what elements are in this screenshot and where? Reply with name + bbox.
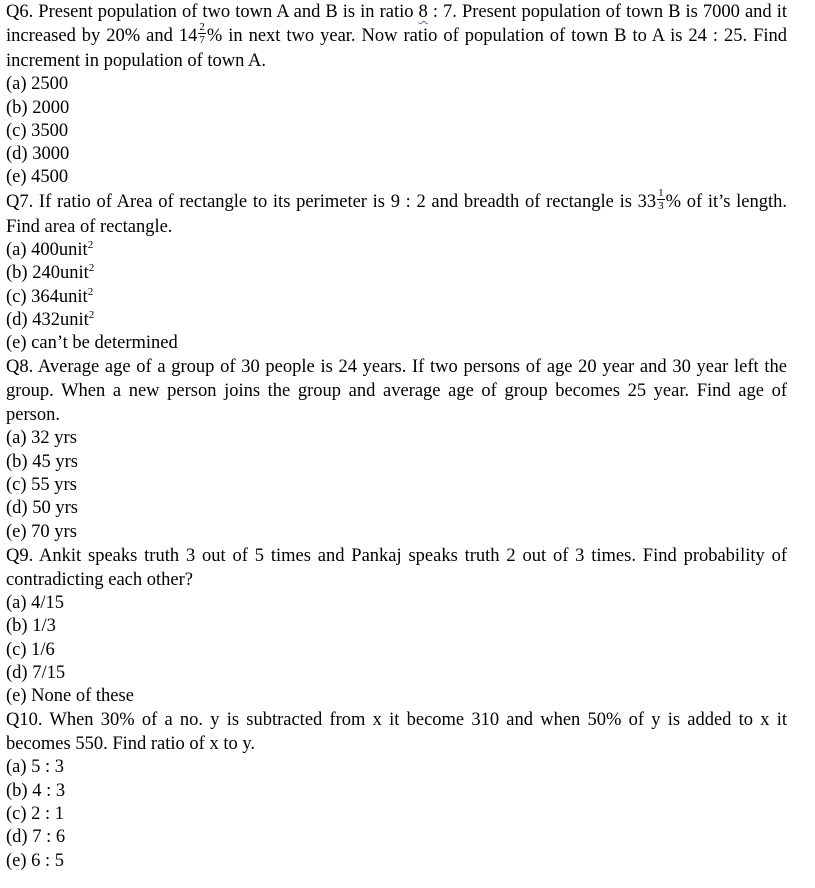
option-q8-b: (b) 45 yrs (6, 451, 78, 472)
option-q6-a: (a) 2500 (6, 74, 69, 95)
option-q7-a (6, 239, 787, 262)
option-q6-b: (b) 2000 (6, 97, 70, 118)
stem-text: % of it’s length. Find area of rectangle. (6, 191, 787, 237)
option-q7-b (6, 262, 787, 285)
question-stem-q7 (6, 186, 787, 239)
question-block-q9 (6, 544, 787, 708)
option-text: (e) can’t be determined (6, 333, 178, 354)
option-q6-d: (d) 3000 (6, 144, 70, 165)
option-q7-c (6, 286, 787, 309)
fraction-denominator: 3 (658, 199, 664, 212)
question-stem-q8: Q8. Average age of a group of 30 people is 24 years. If two persons of age 20 year and 30 year left the group. When a new person joins the group and average age of group becomes 25 year. Find age of person. (6, 357, 787, 426)
option-text: (c) 364unit (6, 286, 88, 307)
option-q10-b: (b) 4 : 3 (6, 780, 66, 801)
fraction-numerator: 2 (199, 21, 205, 34)
option-q8-c: (c) 55 yrs (6, 475, 77, 496)
superscript: 2 (87, 285, 94, 298)
question-stem-q10: Q10. When 30% of a no. y is subtracted from x it become 310 and when 50% of y is added to x it becomes 550. Find ratio of x to y. (6, 710, 787, 755)
option-text: (d) 432unit (6, 309, 89, 330)
option-q9-b: (b) 1/3 (6, 616, 56, 637)
stem-text: % in next two year. Now ratio of population of town B to A is 24 : 25. Find increment in population of town A. (6, 26, 787, 72)
stem-text: Q6. Present population of two town A and B is in ratio (6, 2, 419, 22)
question-stem-q6 (6, 0, 787, 73)
ratio-first-term: 8 (418, 2, 428, 22)
superscript: 2 (88, 262, 95, 275)
option-q9-d: (d) 7/15 (6, 662, 66, 683)
option-q10-a: (a) 5 : 3 (6, 757, 65, 778)
stem-text: Q7. If ratio of Area of rectangle to its perimeter is 9 : 2 and breadth of rectangle is 33 (6, 191, 657, 212)
option-q10-e: (e) 6 : 5 (6, 850, 65, 871)
option-text: (a) 400unit (6, 239, 88, 260)
option-q8-d: (d) 50 yrs (6, 498, 78, 519)
superscript: 2 (87, 238, 94, 251)
fraction-denominator: 7 (199, 34, 205, 47)
option-q10-c: (c) 2 : 1 (6, 804, 65, 825)
option-q8-e: (e) 70 yrs (6, 521, 77, 542)
option-q9-c: (c) 1/6 (6, 639, 55, 660)
option-q8-a: (a) 32 yrs (6, 428, 77, 449)
option-text: (b) 240unit (6, 263, 89, 284)
option-q7-e (6, 332, 787, 355)
option-q6-c: (c) 3500 (6, 120, 69, 141)
question-block-q6 (6, 0, 787, 190)
option-q6-e: (e) 4500 (6, 167, 69, 188)
option-q10-d: (d) 7 : 6 (6, 827, 66, 848)
option-q9-a: (a) 4/15 (6, 592, 65, 613)
option-q9-e: (e) None of these (6, 686, 134, 707)
option-q7-d (6, 309, 787, 332)
question-block-q10 (6, 708, 787, 872)
question-block-q8 (6, 355, 787, 543)
superscript: 2 (88, 308, 95, 321)
fraction (657, 187, 665, 212)
fraction-numerator: 1 (658, 186, 664, 199)
question-stem-q9: Q9. Ankit speaks truth 3 out of 5 times and Pankaj speaks truth 2 out of 3 times. Find probability of contradicting each other? (6, 545, 787, 590)
question-block-q7 (6, 186, 787, 356)
fraction (198, 21, 206, 46)
stem-text: : 7. Present population of town B is 7000 and it increased by 20% and 14 (6, 2, 787, 46)
